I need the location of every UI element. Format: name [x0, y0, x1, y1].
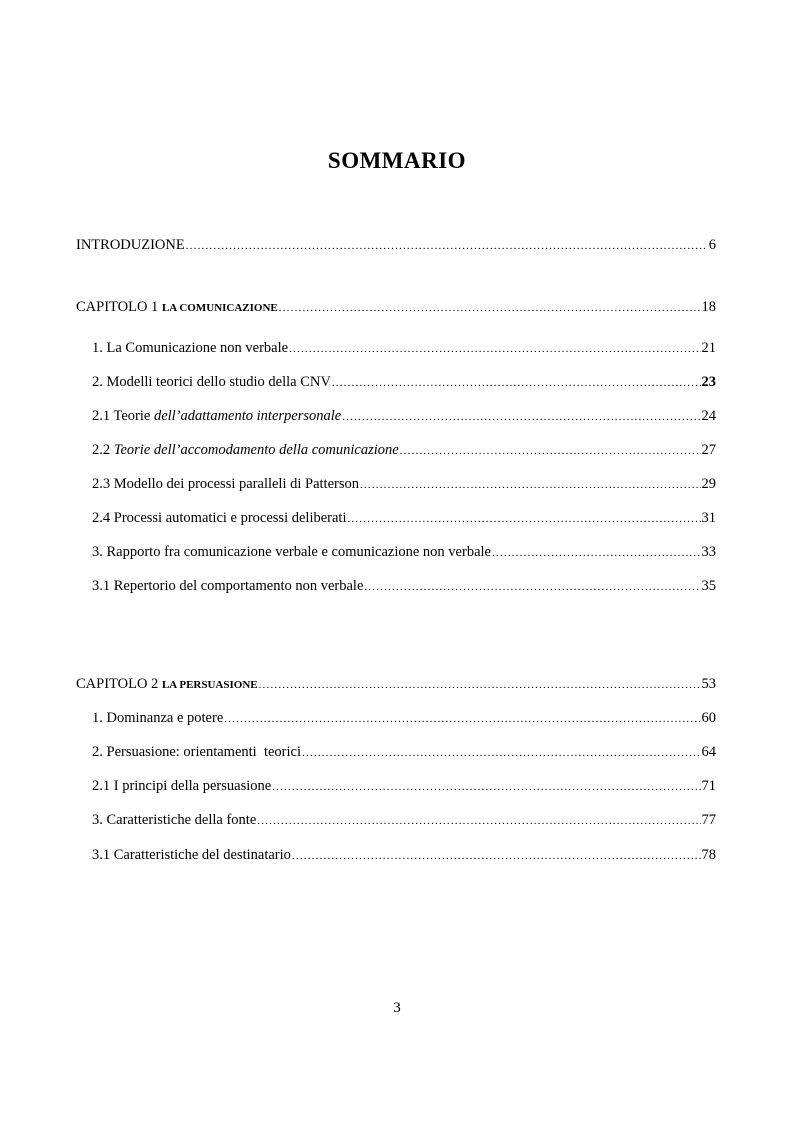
toc-leader-dots — [347, 513, 700, 525]
toc-text: Caratteristiche della fonte — [106, 812, 257, 828]
toc-num: 3.1 — [92, 578, 111, 594]
toc-num: 2.1 — [92, 778, 111, 794]
toc-label — [92, 476, 359, 493]
toc-entry-introduzione — [76, 237, 716, 254]
toc-entry — [92, 340, 716, 357]
toc-label — [92, 812, 256, 829]
chapter-prefix: CAPITOLO 1 — [76, 299, 159, 315]
toc-num: 3.1 — [92, 847, 111, 863]
toc-page-number: 6 — [708, 237, 716, 253]
toc-label — [92, 847, 291, 864]
toc-text-italic: Teorie dell’accomodamento della comunicazione — [113, 442, 399, 458]
toc-entry — [92, 476, 716, 493]
toc-leader-dots — [492, 547, 701, 559]
toc-page-number: 24 — [701, 408, 716, 424]
toc-entry — [92, 778, 716, 795]
toc-leader-dots — [186, 240, 708, 252]
toc-label — [92, 744, 301, 761]
toc-num: 1. — [92, 710, 103, 726]
toc-text-italic: dell’adattamento interpersonale — [153, 408, 342, 424]
toc-leader-dots — [289, 343, 700, 355]
toc-entry-capitolo-2 — [76, 676, 716, 693]
toc-num: 2.3 — [92, 476, 111, 492]
toc-text: Rapporto fra comunicazione verbale e comunicazione non verbale — [106, 544, 491, 560]
toc-num: 3. — [92, 812, 103, 828]
toc-leader-dots — [332, 377, 701, 389]
toc-leader-dots — [364, 581, 700, 593]
toc-label — [76, 676, 258, 693]
toc-leader-dots — [342, 411, 700, 423]
toc-page-number: 71 — [701, 778, 716, 794]
chapter-name: LA PERSUASIONE — [161, 679, 258, 691]
toc-page-number: 60 — [701, 710, 716, 726]
toc-entry — [92, 744, 716, 761]
toc-num: 2. — [92, 374, 103, 390]
chapter-name: LA COMUNICAZIONE — [161, 302, 278, 314]
toc-entry-capitolo-1 — [76, 299, 716, 316]
toc-page-number: 78 — [701, 847, 716, 863]
toc-text: Repertorio del comportamento non verbale — [113, 578, 364, 594]
toc-num: 2.4 — [92, 510, 111, 526]
toc-leader-dots — [257, 815, 700, 827]
toc-label — [92, 710, 223, 727]
toc-label — [76, 299, 278, 316]
toc-num: 2.2 — [92, 442, 111, 458]
toc-entry — [92, 812, 716, 829]
toc-leader-dots — [400, 445, 701, 457]
toc-num: 2.1 — [92, 408, 111, 424]
page-title: SOMMARIO — [327, 148, 467, 173]
toc-label — [92, 510, 346, 527]
toc-entry — [92, 578, 716, 595]
toc-page-number: 23 — [701, 374, 716, 390]
toc-page-number: 64 — [701, 744, 716, 760]
toc-page-number: 77 — [701, 812, 716, 828]
toc-label — [92, 374, 331, 391]
toc-text: La Comunicazione non verbale — [106, 340, 289, 356]
toc-label — [92, 778, 271, 795]
toc-leader-dots — [272, 781, 700, 793]
toc-entry — [92, 847, 716, 864]
toc-text: Modello dei processi paralleli di Patterson — [113, 476, 359, 492]
toc-leader-dots — [292, 850, 701, 862]
toc-label — [92, 544, 491, 561]
toc-entry — [92, 544, 716, 561]
toc-text: Dominanza e potere — [106, 710, 224, 726]
toc-page-number: 53 — [701, 676, 716, 692]
toc-page-number: 21 — [701, 340, 716, 356]
toc-label — [92, 340, 288, 357]
toc-page-number: 35 — [701, 578, 716, 594]
toc-entry — [92, 374, 716, 391]
toc-leader-dots — [279, 302, 701, 314]
toc-num: 1. — [92, 340, 103, 356]
toc-entry — [92, 408, 716, 425]
toc-label — [92, 408, 341, 425]
toc-text: I principi della persuasione — [113, 778, 272, 794]
toc-text: Teorie — [113, 408, 151, 424]
toc-entry — [92, 510, 716, 527]
toc-page-number: 33 — [701, 544, 716, 560]
toc-label: INTRODUZIONE — [76, 237, 185, 253]
toc-entry — [92, 442, 716, 459]
chapter-prefix: CAPITOLO 2 — [76, 676, 159, 692]
toc-text: Caratteristiche del destinatario — [113, 847, 291, 863]
toc-leader-dots — [302, 747, 701, 759]
toc-text: Persuasione: orientamenti teorici — [106, 744, 301, 760]
toc-label — [92, 578, 363, 595]
toc-page-number: 29 — [701, 476, 716, 492]
toc-leader-dots — [259, 679, 701, 691]
toc-text: Modelli teorici dello studio della CNV — [106, 374, 331, 390]
toc-page-number: 27 — [701, 442, 716, 458]
toc-leader-dots — [360, 479, 701, 491]
toc-label — [92, 442, 399, 459]
toc-num: 3. — [92, 544, 103, 560]
page-number: 3 — [393, 1000, 401, 1016]
toc-text: Processi automatici e processi deliberati — [113, 510, 347, 526]
toc-page-number: 18 — [701, 299, 716, 315]
toc-page-number: 31 — [701, 510, 716, 526]
toc-num: 2. — [92, 744, 103, 760]
toc-leader-dots — [224, 713, 700, 725]
toc-entry — [92, 710, 716, 727]
